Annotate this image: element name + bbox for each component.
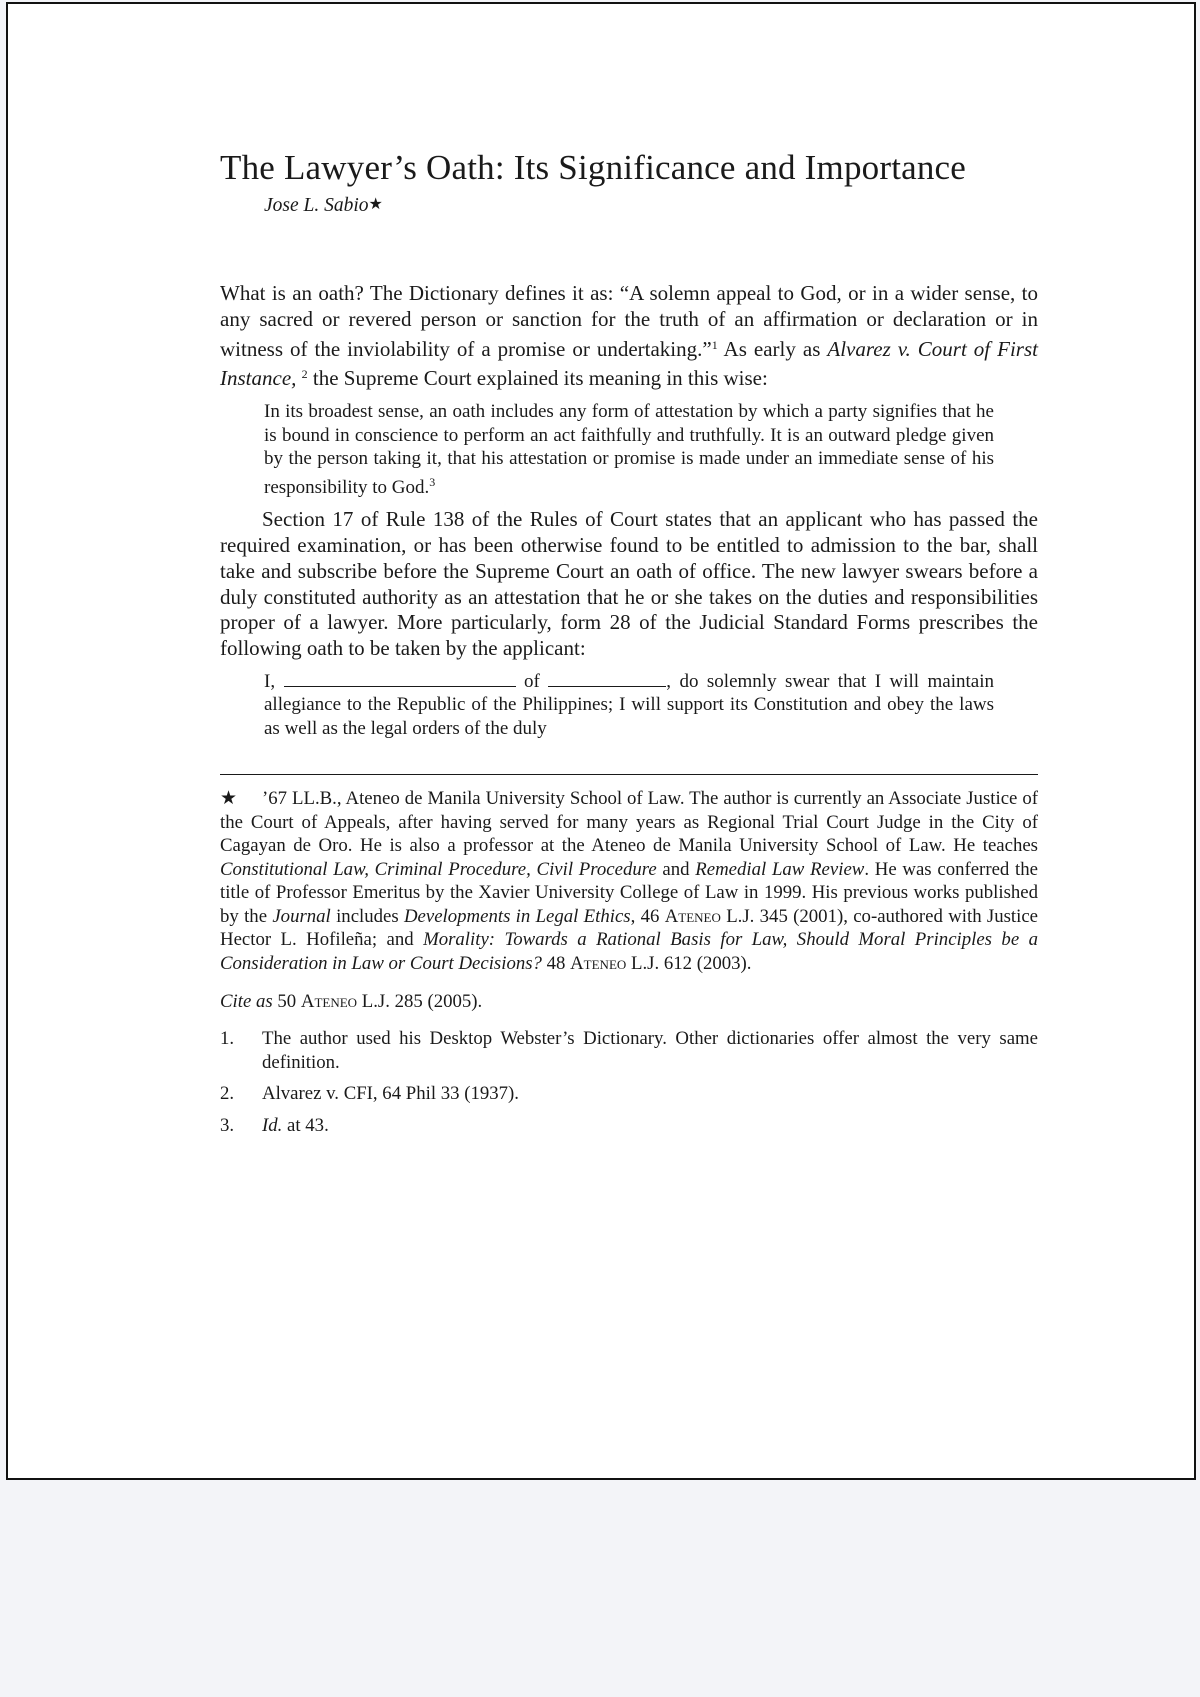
- oath-place-blank: [548, 670, 666, 687]
- footnote-3-id: Id.: [262, 1114, 283, 1136]
- footnote-star-text-b: and: [656, 858, 696, 880]
- footnote-star-courses: Constitutional Law, Criminal Procedure, Civil Procedure: [220, 858, 657, 880]
- article-title: The Lawyer’s Oath: Its Significance and Importance: [220, 148, 967, 187]
- footnote-1-number: 1.: [220, 1028, 235, 1050]
- paragraph-1-text-a: What is an oath? The Dictionary defines it as: “A solemn appeal to God, or in a wider sense, to any sacred or revered person or sanction for the truth of an affirmation or declaration or in witness of the inviolability of a promise or undertaking.”: [220, 281, 1038, 361]
- footnote-3-number: 3.: [220, 1114, 235, 1136]
- footnote-star-ateneo-2: Ateneo: [570, 952, 627, 974]
- footnote-2: [220, 1082, 1038, 1106]
- oath-text-i: I,: [264, 670, 276, 692]
- paragraph-2: Section 17 of Rule 138 of the Rules of Court states that an applicant who has passed the required examination, or has been otherwise found to be entitled to admission to the bar, shall take and subscribe before the Supreme Court an oath of office. The new lawyer swears before a duly constituted authority as an attestation that he or she takes on the duties and responsibilities proper of a lawyer. More particularly, form 28 of the Judicial Standard Forms prescribes the following oath to be taken by the applicant:: [220, 507, 1038, 661]
- oath-name-blank: [284, 670, 516, 687]
- author-name: Jose L. Sabio: [264, 195, 369, 216]
- footnote-star-work-1: Developments in Legal Ethics: [403, 905, 631, 927]
- footnote-3-text: at 43.: [282, 1114, 329, 1136]
- oath-text-rest: , do solemnly swear that I will maintain allegiance to the Republic of the Philippines; I will support its Constitution and obey the laws as well as the legal orders of the duly: [264, 670, 994, 739]
- article-author: [264, 194, 1038, 217]
- footnote-star-mark: ★: [220, 788, 237, 810]
- case-name: Alvarez v. Court of First Instance,: [220, 336, 1038, 391]
- footnote-ref-3: 3: [429, 474, 436, 489]
- footnote-3-text-wrap: [262, 1114, 1038, 1138]
- document-page: [6, 2, 1196, 1480]
- footnote-star-text-a: ’67 LL.B., Ateneo de Manila University School of Law. The author is currently an Associate Justice of the Court of Appeals, after having served for many years as Regional Trial Court Judge in the City of Cagayan de Oro. He is also a professor at the Ateneo de Manila University School of Law. He teaches: [220, 788, 1038, 857]
- oath-quote: [264, 670, 994, 741]
- footnote-star-text-e: , 46: [630, 905, 665, 927]
- block-quote-1: [264, 400, 994, 499]
- footnote-star-text-g: 48: [541, 952, 571, 974]
- paragraph-1-text-b: As early as: [717, 336, 828, 361]
- author-footnote-mark: ★: [368, 196, 383, 213]
- footnote-star-work-2: Morality: Towards a Rational Basis for Law, Should Moral Principles be a Consideration in Law or Court Decisions?: [220, 929, 1038, 974]
- oath-text-of: of: [523, 670, 540, 692]
- block-quote-1-text: In its broadest sense, an oath includes any form of attestation by which a party signifies that he is bound in conscience to perform an act faithfully and truthfully. It is an outward pledge given by the person taking it, that his attestation or promise is made under an immediate sense of his responsibility to God.: [264, 401, 994, 498]
- paragraph-1-text-c: the Supreme Court explained its meaning in this wise:: [307, 366, 768, 391]
- citation-text-a: 50: [272, 991, 301, 1013]
- article-content: [220, 144, 1038, 1145]
- footnote-star-ateneo-1: Ateneo: [664, 905, 721, 927]
- footnote-star-text-d: includes: [330, 905, 404, 927]
- footnote-divider: [220, 774, 1038, 775]
- footnote-star-text-c: . He was conferred the title of Professor Emeritus by the Xavier University College of Law in 1999. His previous works published by the: [220, 858, 1038, 927]
- citation-journal: Ateneo: [300, 991, 358, 1013]
- footnote-star-text-h: L.J. 612 (2003).: [626, 952, 752, 974]
- footnote-1: [220, 1027, 1038, 1074]
- footnote-ref-1: 1: [711, 337, 718, 352]
- footnote-2-text: Alvarez v. CFI, 64 Phil 33 (1937).: [262, 1083, 519, 1105]
- citation-label: Cite as: [220, 991, 273, 1013]
- footnote-star-course-remedial: Remedial Law Review: [695, 858, 865, 880]
- footnote-star: [220, 787, 1038, 975]
- footnote-1-text: The author used his Desktop Webster’s Dictionary. Other dictionaries offer almost the very same definition.: [262, 1028, 1038, 1073]
- footnote-3: [220, 1114, 1038, 1138]
- footnote-star-journal: Journal: [272, 905, 331, 927]
- paragraph-1: [220, 281, 1038, 392]
- footnote-2-number: 2.: [220, 1083, 235, 1105]
- citation-text-b: L.J. 285 (2005).: [357, 991, 483, 1013]
- footnote-star-text-f: L.J. 345 (2001), co-authored with Justice Hector L. Hofileña; and: [220, 905, 1039, 951]
- footnote-ref-2: 2: [301, 367, 308, 382]
- citation-line: [220, 991, 1038, 1013]
